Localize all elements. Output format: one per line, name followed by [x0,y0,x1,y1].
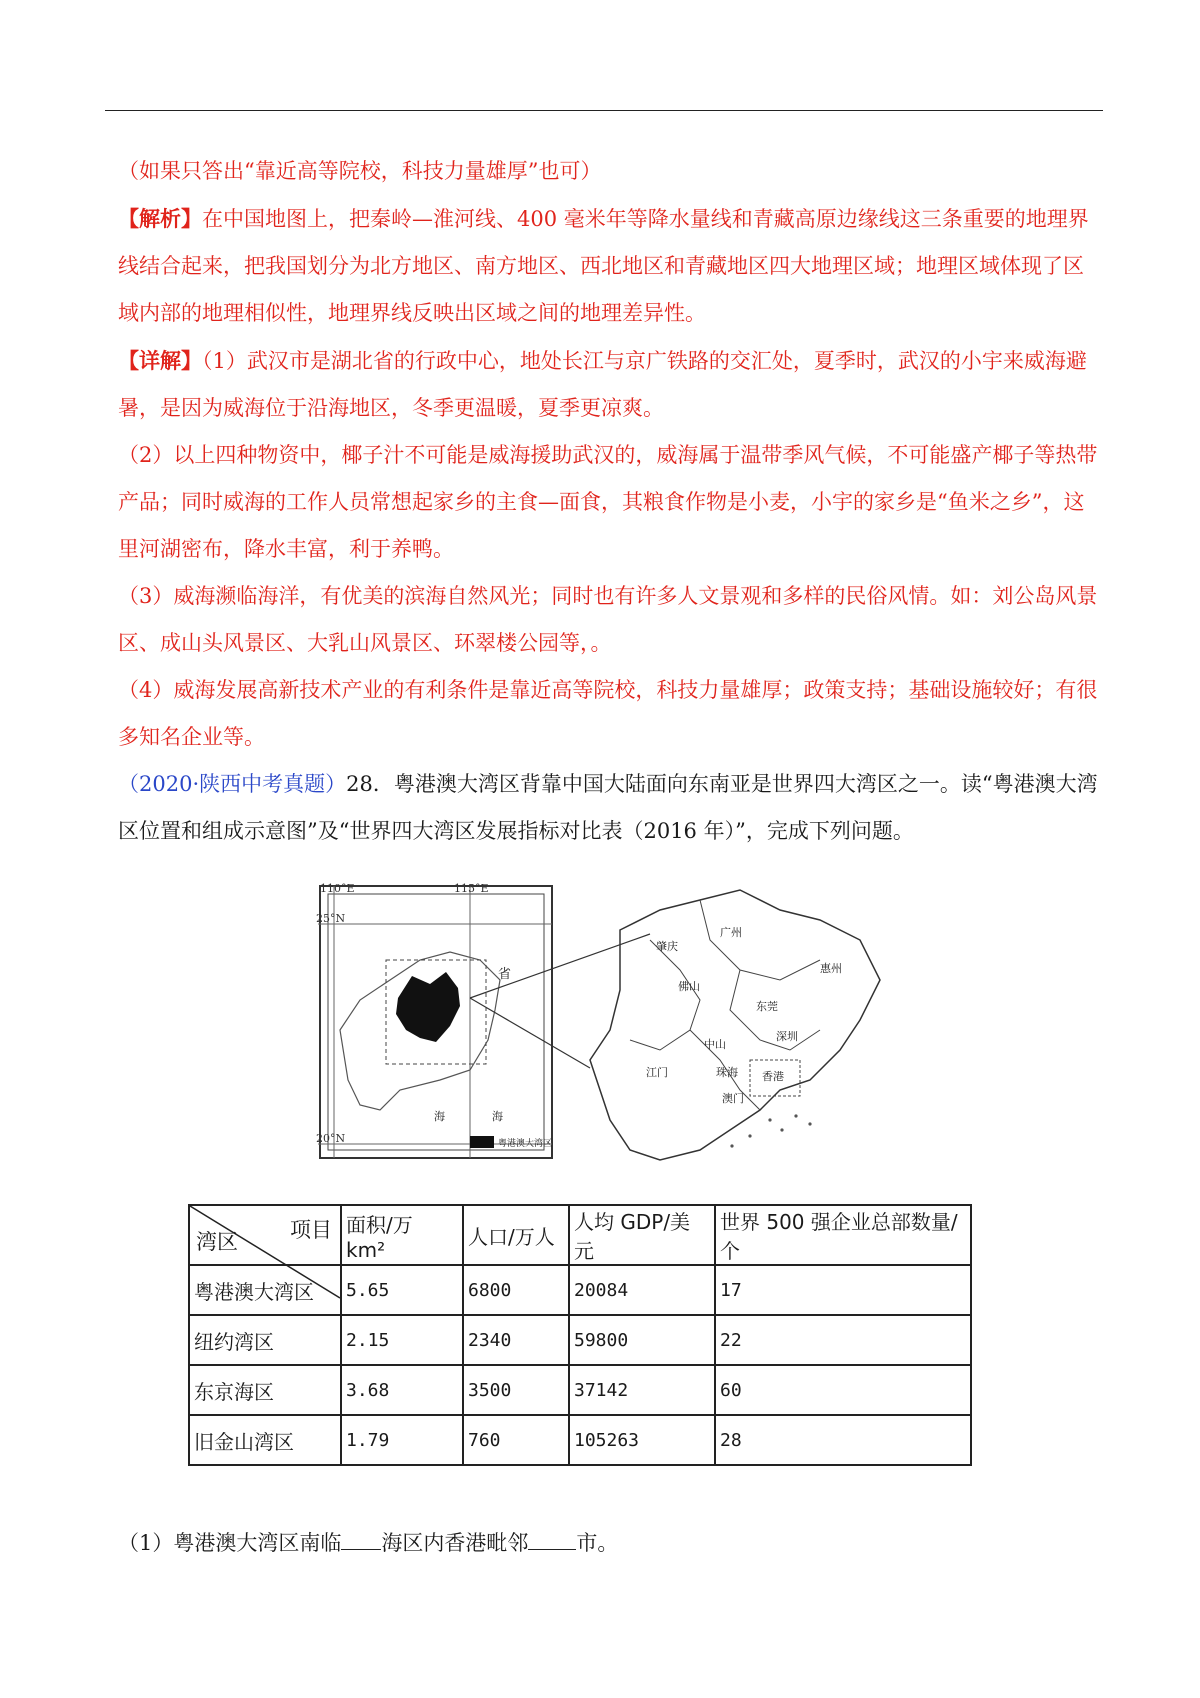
paragraph [118,573,1103,667]
answer-blank-1[interactable] [341,1531,381,1550]
city-hongkong: 香港 [762,1070,784,1083]
header-fortune500: 世界 500 强企业总部数量/个 [715,1205,971,1265]
city-zhuhai: 珠海 [716,1066,738,1079]
paragraph-segment: （3）威海濒临海洋，有优美的滨海自然风光；同时也有许多人文景观和多样的民俗风情。如：刘公岛风景区、成山头风景区、大乳山风景区、环翠楼公园等，。 [118,584,1098,655]
legend-label: 粤港澳大湾区 [498,1139,553,1149]
city-zhongshan: 中山 [704,1038,726,1051]
question-part-1: （1）粤港澳大湾区南临 [118,1531,342,1555]
city-zhaoqing: 肇庆 [656,940,678,953]
value-cell: 60 [715,1365,971,1415]
city-macau: 澳门 [722,1092,744,1105]
bay-area-map-figure [316,880,980,1182]
header-gdp: 人均 GDP/美元 [569,1205,715,1265]
header-area: 面积/万 km² [341,1205,463,1265]
value-cell: 3.68 [341,1365,463,1415]
sea-label-1: 海 [434,1110,445,1123]
paragraph-segment: 【解析】 [118,206,202,231]
paragraph-segment: （1）武汉市是湖北省的行政中心，地处长江与京广铁路的交汇处，夏季时，武汉的小宇来威海避暑，是因为威海位于沿海地区，冬季更温暖，夏季更凉爽。 [118,349,1087,420]
paragraph-segment: （2）以上四种物资中，椰子汁不可能是威海援助武汉的，威海属于温带季风气候，不可能盛产椰子等热带产品；同时威海的工作人员常想起家乡的主食—面食，其粮食作物是小麦，小宇的家乡是“鱼米之乡”，这里河湖密布，降水丰富，利于养鸭。 [118,443,1098,561]
value-cell: 59800 [569,1315,715,1365]
lat-25-label: 25°N [316,912,346,925]
bay-name-cell: 纽约湾区 [189,1315,341,1365]
value-cell: 17 [715,1265,971,1315]
table-header-row [189,1205,971,1265]
bay-name-cell: 旧金山湾区 [189,1415,341,1465]
corner-bottom-label: 湾区 [196,1230,238,1254]
paragraph [118,432,1103,573]
value-cell: 3500 [463,1365,569,1415]
paragraph-segment: （如果只答出“靠近高等院校，科技力量雄厚”也可） [118,159,602,183]
value-cell: 6800 [463,1265,569,1315]
value-cell: 20084 [569,1265,715,1315]
lon-110-label: 110°E [320,882,355,895]
paragraph-segment: 28．粤港澳大湾区背靠中国大陆面向东南亚是世界四大湾区之一。读“粤港澳大湾区位置和组成示意图”及“世界四大湾区发展指标对比表（2016 年）”，完成下列问题。 [118,772,1098,843]
bay-name-cell: 粤港澳大湾区 [189,1265,341,1315]
table-corner-cell [189,1205,341,1265]
province-label: 省 [498,967,512,982]
value-cell: 1.79 [341,1415,463,1465]
answer-text [118,148,1103,855]
question-1 [118,1520,618,1567]
value-cell: 5.65 [341,1265,463,1315]
question-part-2: 海区内香港毗邻 [381,1531,529,1555]
question-part-3: 市。 [576,1531,619,1555]
sea-label-2: 海 [492,1110,503,1123]
table-row [189,1365,971,1415]
table-row [189,1415,971,1465]
paragraph [118,148,1103,195]
value-cell: 2.15 [341,1315,463,1365]
corner-top-label: 项目 [290,1218,332,1242]
value-cell: 37142 [569,1365,715,1415]
value-cell: 28 [715,1415,971,1465]
city-shenzhen: 深圳 [776,1030,798,1043]
table-row [189,1315,971,1365]
value-cell: 22 [715,1315,971,1365]
paragraph [118,667,1103,761]
paragraph [118,761,1103,855]
paragraph-segment: （4）威海发展高新技术产业的有利条件是靠近高等院校，科技力量雄厚；政策支持；基础设施较好；有很多知名企业等。 [118,678,1098,749]
header-rule [105,110,1103,111]
paragraph-segment: 【详解】 [118,348,202,373]
value-cell: 760 [463,1415,569,1465]
answer-blank-2[interactable] [528,1531,576,1550]
lat-20-label: 20°N [316,1132,346,1145]
paragraph [118,195,1103,337]
lon-115-label: 115°E [454,882,489,895]
value-cell: 105263 [569,1415,715,1465]
bay-name-cell: 东京海区 [189,1365,341,1415]
paragraph-segment: 在中国地图上，把秦岭—淮河线、400 毫米年等降水量线和青藏高原边缘线这三条重要的地理界线结合起来，把我国划分为北方地区、南方地区、西北地区和青藏地区四大地理区域；地理区域体现了区域内部的地理相似性，地理界线反映出区域之间的地理差异性。 [118,207,1089,325]
paragraph-segment: （2020·陕西中考真题） [118,772,347,796]
city-dongguan: 东莞 [756,1000,778,1013]
paragraph [118,337,1103,432]
city-jiangmen: 江门 [646,1066,668,1079]
city-guangzhou: 广州 [720,926,742,939]
city-huizhou: 惠州 [820,962,842,975]
city-foshan: 佛山 [678,980,700,993]
value-cell: 2340 [463,1315,569,1365]
header-population: 人口/万人 [463,1205,569,1265]
bay-area-comparison-table [188,1204,972,1466]
